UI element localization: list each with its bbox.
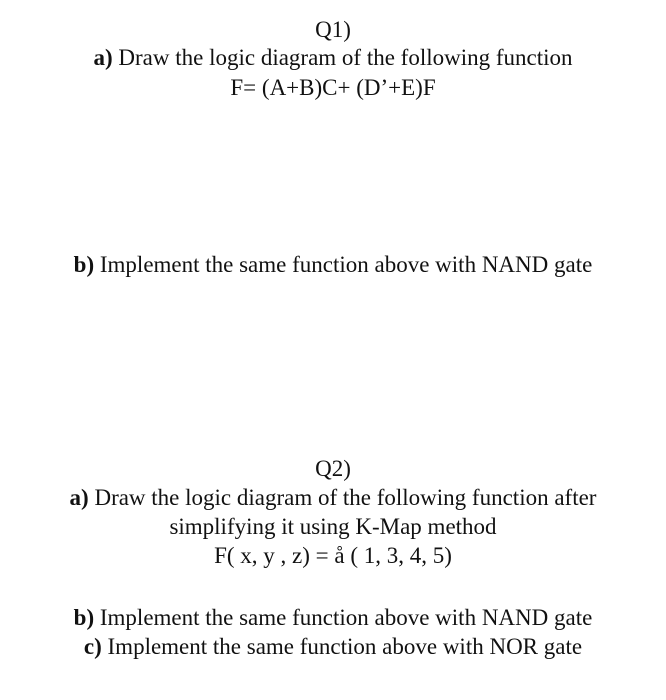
- q2-part-b-label: b): [73, 605, 95, 630]
- q1-title: Q1): [315, 17, 351, 42]
- q1-function: F= (A+B)C+ (D’+E)F: [230, 75, 436, 100]
- q2-part-a-label: a): [69, 485, 89, 510]
- q1-part-b-label: b): [73, 252, 95, 277]
- q2-part-a-text: Draw the logic diagram of the following function after: [88, 485, 597, 510]
- q2-title: Q2): [315, 456, 351, 481]
- q1-part-a-text: Draw the logic diagram of the following function: [112, 45, 573, 70]
- q1-part-b-text: Implement the same function above with NAND gate: [94, 252, 593, 277]
- q2-part-c-text: Implement the same function above with NOR gate: [101, 634, 583, 659]
- q2-part-a-continuation: simplifying it using K-Map method: [169, 514, 497, 539]
- q2-part-b: [0, 604, 666, 632]
- q2-function: F( x, y , z) = å ( 1, 3, 4, 5): [214, 543, 452, 568]
- q1-part-a-label: a): [93, 45, 113, 70]
- q2-part-a: [0, 484, 666, 512]
- q2-part-b-text: Implement the same function above with NAND gate: [94, 605, 593, 630]
- q1-part-b: [0, 251, 666, 279]
- q2-part-c-label: c): [83, 634, 102, 659]
- q1-part-a: [0, 44, 666, 72]
- q2-part-c: [0, 633, 666, 661]
